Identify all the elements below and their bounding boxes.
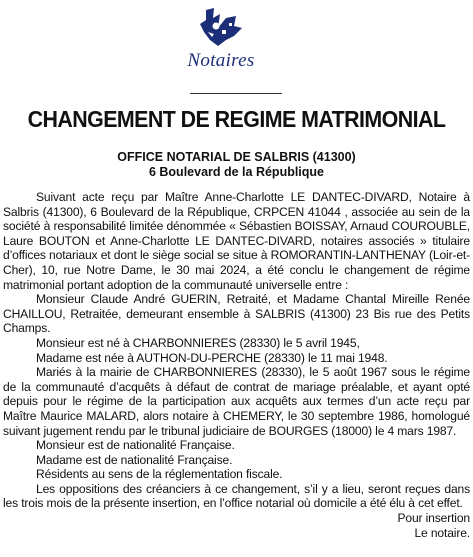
- paragraph: Résidents au sens de la réglementation fiscale.: [36, 467, 283, 482]
- divider: [190, 93, 282, 94]
- paragraph: Suivant acte reçu par Maître Anne-Charlotte LE DANTEC-DIVARD, Notaire à Salbris (41300), 6 Boulevard de la République, CRPCEN 41044 , associée au sein de la société à responsabilité limitée dénommée « Sébastien BOISSAY, Arnaud COUROUBLE, Laure BOUTON et Anne-Charlotte LE DANTEC-DIVARD, notaires associés » titulaire d’offices notariaux et dont le siège social se situe à ROMORANTIN-LANTHENAY (Loir-et-Cher), 10, rue Notre Dame, le 30 mai 2024, a été conclu le changement de régime matrimonial portant adoption de la communauté universelle entre :: [3, 190, 470, 292]
- signoff-line: Pour insertion: [397, 511, 470, 526]
- office-address: 6 Boulevard de la République: [148, 165, 325, 179]
- paragraph: Madame est née à AUTHON-DU-PERCHE (28330) le 11 mai 1948.: [36, 350, 388, 365]
- paragraph: Monsieur Claude André GUERIN, Retraité, et Madame Chantal Mireille Renée CHAILLOU, Retraitée, demeurant ensemble à SALBRIS (41300) 23 Bis rue des Petits Champs.: [3, 292, 470, 336]
- paragraph: Madame est de nationalité Française.: [36, 452, 233, 467]
- paragraph: Les oppositions des créanciers à ce changement, s’il y a lieu, seront reçues dans les trois mois de la présente insertion, en l’office notarial où domicile a été élu à cet effet.: [3, 481, 470, 511]
- notice-title: CHANGEMENT DE REGIME MATRIMONIAL: [27, 106, 446, 132]
- paragraph: Monsieur est né à CHARBONNIERES (28330) le 5 avril 1945,: [36, 335, 360, 350]
- office-name: OFFICE NOTARIAL DE SALBRIS (41300): [117, 150, 356, 164]
- notice-body: [3, 190, 470, 540]
- notaires-emblem-icon: [196, 6, 246, 50]
- paragraph: Mariés à la mairie de CHARBONNIERES (28330), le 5 août 1967 sous le régime de la communauté d’acquêts à défaut de contrat de mariage préalable, et ayant opté depuis pour le régime de la participation aux acquêts aux termes d’un acte reçu par Maître Maurice MALARD, alors notaire à CHEMERY, le 30 septembre 1986, homologué suivant jugement rendu par le tribunal judiciaire de BOURGES (18000) le 4 mars 1987.: [3, 365, 470, 438]
- notaires-logo: [176, 6, 266, 76]
- signoff-signature: Le notaire.: [414, 525, 470, 540]
- logo-wordmark: Notaires: [187, 50, 255, 71]
- paragraph: Monsieur est de nationalité Française.: [36, 438, 235, 453]
